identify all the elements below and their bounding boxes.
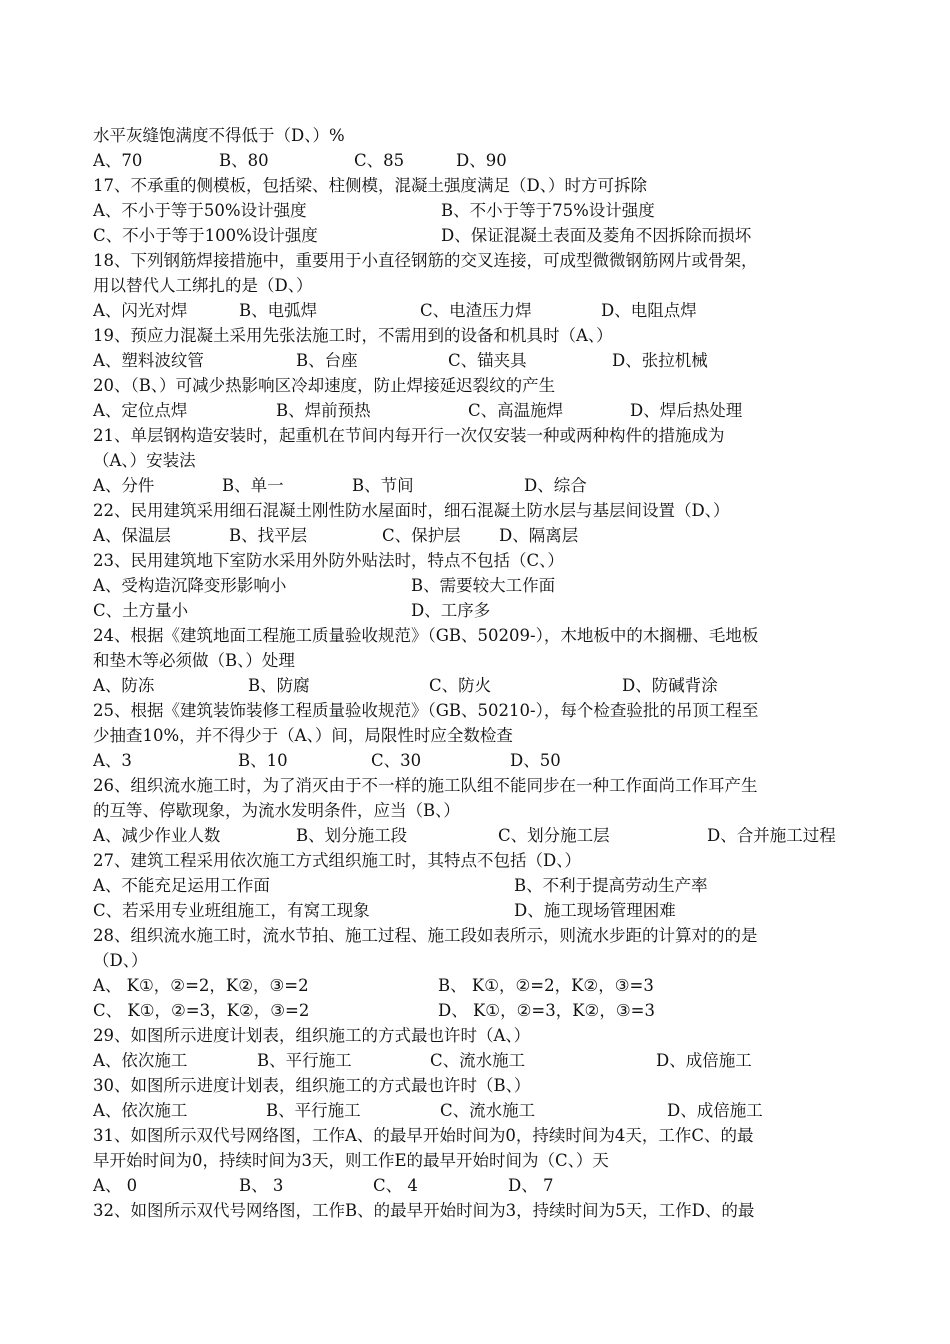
option-d: D、电阻点焊 (601, 301, 697, 320)
question-22: 22、民用建筑采用细石混凝土刚性防水屋面时，细石混凝土防水层与基层间设置（D、） (93, 501, 730, 520)
option-b: B、台座 (296, 351, 358, 370)
option-c: C、防火 (429, 676, 492, 695)
text-line: 少抽查10%，并不得少于（A、）间，局限性时应全数检查 (93, 726, 513, 745)
question-29: 29、如图所示进度计划表，组织施工的方式最也许时（A、） (93, 1026, 531, 1045)
option-d: D、隔离层 (499, 526, 579, 545)
option-c: C、流水施工 (430, 1051, 526, 1070)
option-a: A、 K①，②=2，K②，③=2 (93, 976, 309, 995)
option-b: B、节间 (352, 476, 414, 495)
question-24: 24、根据《建筑地面工程施工质量验收规范》（GB、50209-），木地板中的木搁栅、毛地板 (93, 626, 759, 645)
option-b: B、80 (219, 151, 269, 170)
question-26: 26、组织流水施工时，为了消灭由于不一样的施工队组不能同步在一种工作面尚工作耳产生 (93, 776, 758, 795)
option-b: B、平行施工 (257, 1051, 352, 1070)
option-a: A、3 (93, 751, 132, 770)
option-a: A、70 (93, 151, 143, 170)
option-d: D、合并施工过程 (707, 826, 836, 845)
option-c: C、保护层 (382, 526, 461, 545)
option-d: D、综合 (524, 476, 587, 495)
option-b: B、单一 (222, 476, 284, 495)
option-a: A、防冻 (93, 676, 155, 695)
question-20: 20、（B、）可减少热影响区冷却速度，防止焊接延迟裂纹的产生 (93, 376, 556, 395)
text-line: 用以替代人工绑扎的是（D、） (93, 276, 313, 295)
option-a: A、依次施工 (93, 1051, 188, 1070)
option-a: A、 0 (93, 1176, 138, 1195)
option-d: D、工序多 (411, 601, 491, 620)
option-b: B、电弧焊 (239, 301, 318, 320)
option-b: B、划分施工段 (296, 826, 408, 845)
option-a: A、不能充足运用工作面 (93, 876, 270, 895)
question-32: 32、如图所示双代号网络图，工作B、的最早开始时间为3，持续时间为5天，工作D、的最 (93, 1201, 755, 1220)
option-d: D、成倍施工 (656, 1051, 752, 1070)
option-c: C、 4 (373, 1176, 418, 1195)
text-line: 水平灰缝饱满度不得低于（D、）% (93, 126, 345, 145)
option-c: C、流水施工 (440, 1101, 536, 1120)
option-c: C、土方量小 (93, 601, 189, 620)
option-c: C、30 (371, 751, 422, 770)
question-21: 21、单层钢构造安装时，起重机在节间内每开行一次仅安装一种或两种构件的措施成为 (93, 426, 725, 445)
option-a: A、减少作业人数 (93, 826, 221, 845)
option-c: C、电渣压力焊 (420, 301, 532, 320)
option-b: B、平行施工 (266, 1101, 361, 1120)
option-a: A、塑料波纹管 (93, 351, 204, 370)
question-31: 31、如图所示双代号网络图，工作A、的最早开始时间为0，持续时间为4天，工作C、的最 (93, 1126, 754, 1145)
option-b: B、不利于提高劳动生产率 (514, 876, 708, 895)
option-d: D、 7 (508, 1176, 554, 1195)
question-25: 25、根据《建筑装饰装修工程质量验收规范》（GB、50210-），每个检查验批的吊顶工程至 (93, 701, 759, 720)
question-30: 30、如图所示进度计划表，组织施工的方式最也许时（B、） (93, 1076, 531, 1095)
option-b: B、不小于等于75%设计强度 (441, 201, 655, 220)
question-18: 18、下列钢筋焊接措施中，重要用于小直径钢筋的交叉连接，可成型微微钢筋网片或骨架， (93, 251, 758, 270)
option-b: B、焊前预热 (276, 401, 371, 420)
question-23: 23、民用建筑地下室防水采用外防外贴法时，特点不包括（C、） (93, 551, 564, 570)
option-d: D、 K①，②=3，K②，③=3 (438, 1001, 655, 1020)
option-d: D、焊后热处理 (630, 401, 743, 420)
text-line: （A、）安装法 (93, 451, 196, 470)
option-b: B、找平层 (229, 526, 308, 545)
option-c: C、若采用专业班组施工，有窝工现象 (93, 901, 370, 920)
option-d: D、防碱背涂 (622, 676, 718, 695)
option-c: C、85 (354, 151, 405, 170)
option-d: D、成倍施工 (667, 1101, 763, 1120)
option-a: A、定位点焊 (93, 401, 188, 420)
question-17: 17、不承重的侧模板，包括梁、柱侧模，混凝土强度满足（D、）时方可拆除 (93, 176, 647, 195)
text-line: （D、） (93, 951, 148, 970)
text-line: 的互等、停歇现象，为流水发明条件，应当（B、） (93, 801, 460, 820)
option-d: D、90 (456, 151, 507, 170)
option-c: C、锚夹具 (448, 351, 527, 370)
option-a: A、保温层 (93, 526, 171, 545)
option-c: C、划分施工层 (498, 826, 610, 845)
option-d: D、保证混凝土表面及菱角不因拆除而损坏 (441, 226, 752, 245)
text-line: 早开始时间为0，持续时间为3天，则工作E的最早开始时间为（C、）天 (93, 1151, 609, 1170)
option-d: D、50 (510, 751, 561, 770)
option-b: B、需要较大工作面 (411, 576, 556, 595)
option-b: B、防腐 (248, 676, 310, 695)
option-d: D、施工现场管理困难 (514, 901, 676, 920)
option-c: C、不小于等于100%设计强度 (93, 226, 318, 245)
option-a: A、闪光对焊 (93, 301, 188, 320)
option-a: A、依次施工 (93, 1101, 188, 1120)
option-a: A、受构造沉降变形影响小 (93, 576, 287, 595)
question-28: 28、组织流水施工时，流水节拍、施工过程、施工段如表所示，则流水步距的计算对的的是 (93, 926, 758, 945)
option-a: A、分件 (93, 476, 155, 495)
option-a: A、不小于等于50%设计强度 (93, 201, 307, 220)
question-27: 27、建筑工程采用依次施工方式组织施工时，其特点不包括（D、） (93, 851, 581, 870)
text-line: 和垫木等必须做（B、）处理 (93, 651, 295, 670)
question-19: 19、预应力混凝土采用先张法施工时，不需用到的设备和机具时（A、） (93, 326, 613, 345)
option-b: B、10 (238, 751, 288, 770)
option-d: D、张拉机械 (612, 351, 708, 370)
option-c: C、 K①，②=3，K②，③=2 (93, 1001, 310, 1020)
option-b: B、 3 (239, 1176, 284, 1195)
option-c: C、高温施焊 (468, 401, 564, 420)
option-b: B、 K①，②=2，K②，③=3 (438, 976, 654, 995)
